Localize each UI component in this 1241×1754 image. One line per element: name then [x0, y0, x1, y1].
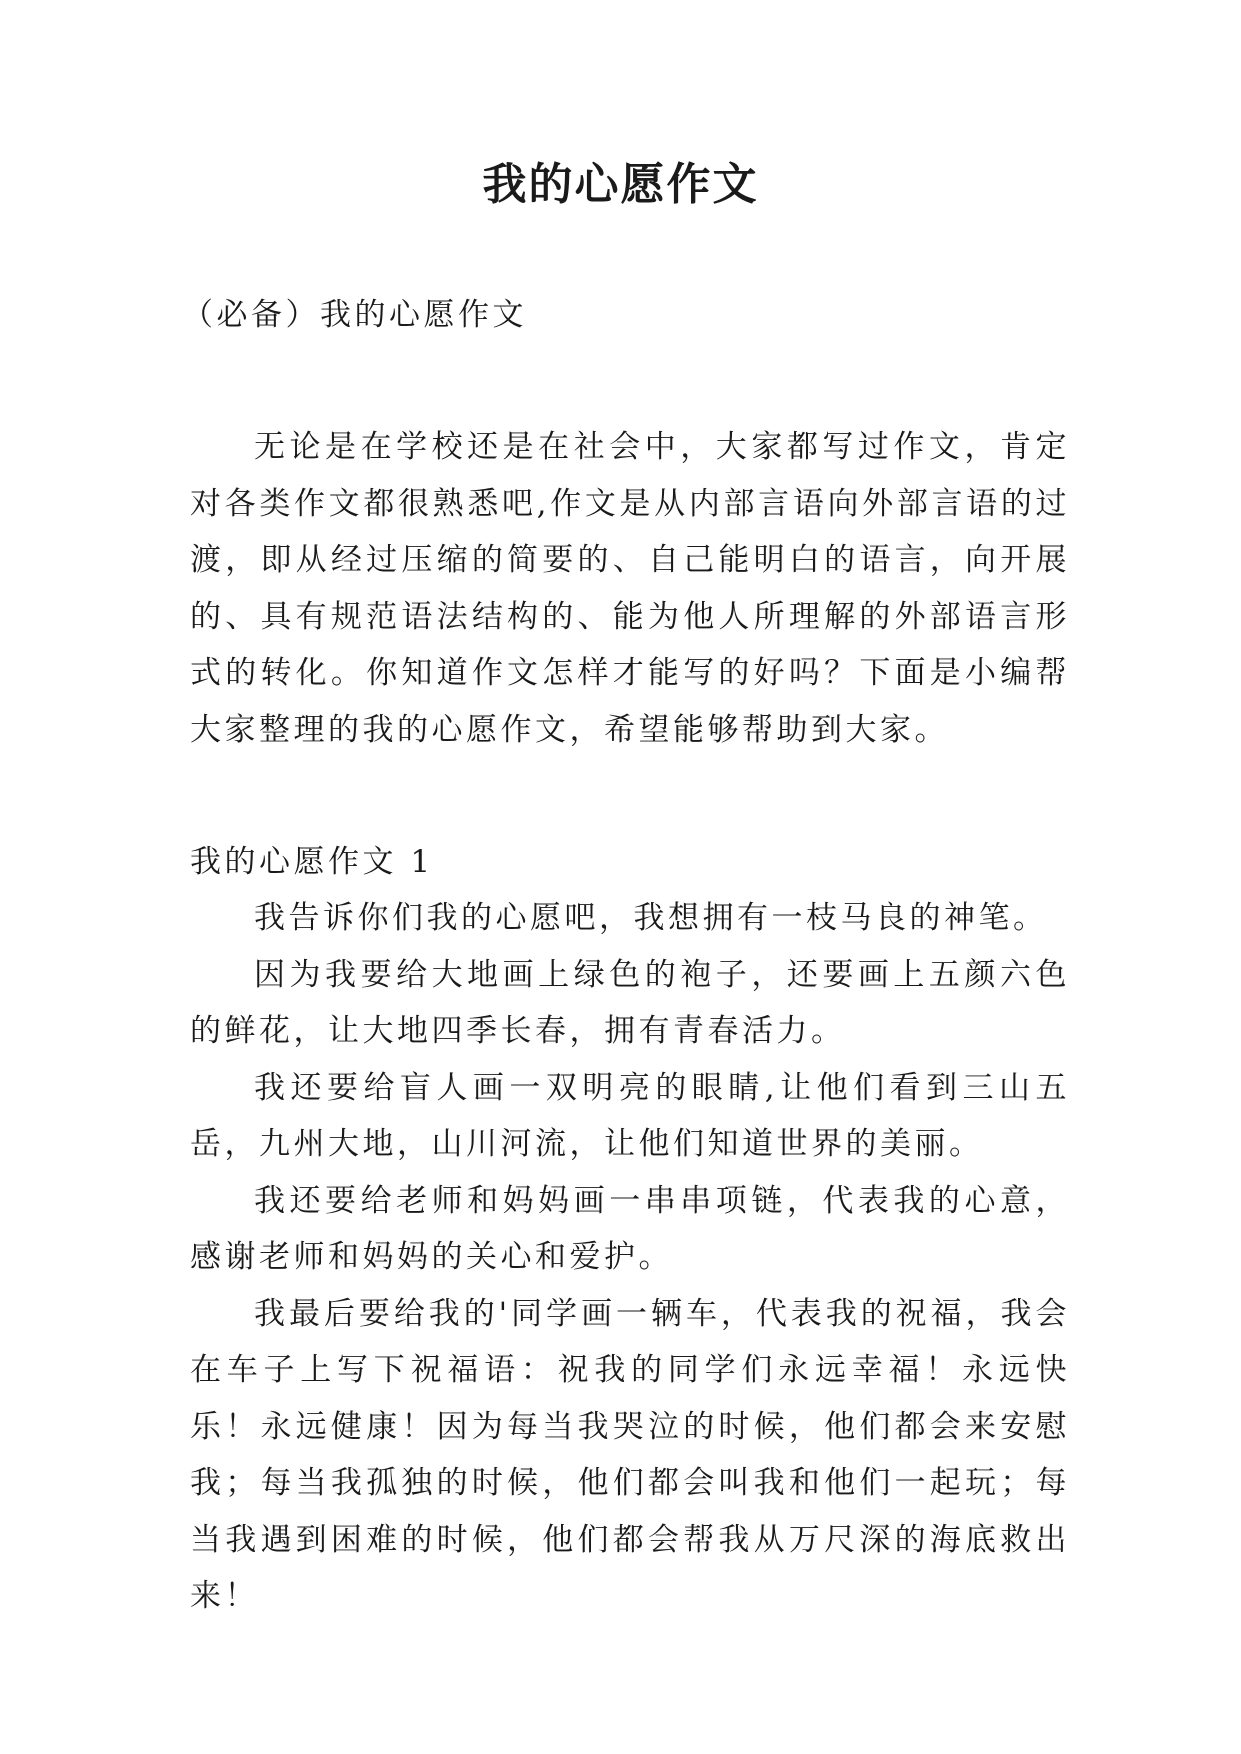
body-paragraph: 我最后要给我的'同学画一辆车，代表我的祝福，我会在车子上写下祝福语：祝我的同学们永远幸福！永远快乐！永远健康！因为每当我哭泣的时候，他们都会来安慰我；每当我孤独的时候，他们都会叫我和他们一起玩；每当我遇到困难的时候，他们都会帮我从万尺深的海底救出来！: [190, 1295, 1070, 1614]
document-body: [182, 287, 1070, 1625]
body-paragraph: 我告诉你们我的心愿吧，我想拥有一枝马良的神笔。: [254, 900, 1048, 936]
document-title: 我的心愿作文: [482, 159, 759, 210]
body-paragraph: 我还要给老师和妈妈画一串串项链，代表我的心意，感谢老师和妈妈的关心和爱护。: [190, 1182, 1070, 1275]
document-subtitle: （必备）我的心愿作文: [182, 297, 527, 333]
section-heading: 我的心愿作文 1: [190, 844, 434, 880]
body-paragraph: 我还要给盲人画一双明亮的眼睛,让他们看到三山五岳，九州大地，山川河流，让他们知道世界的美丽。: [190, 1069, 1070, 1162]
body-paragraph: 因为我要给大地画上绿色的袍子，还要画上五颜六色的鲜花，让大地四季长春，拥有青春活力。: [190, 956, 1070, 1049]
intro-paragraph: 无论是在学校还是在社会中，大家都写过作文，肯定对各类作文都很熟悉吧,作文是从内部言语向外部言语的过渡，即从经过压缩的简要的、自己能明白的语言，向开展的、具有规范语法结构的、能为他人所理解的外部语言形式的转化。你知道作文怎样才能写的好吗？下面是小编帮大家整理的我的心愿作文，希望能够帮助到大家。: [190, 429, 1070, 748]
